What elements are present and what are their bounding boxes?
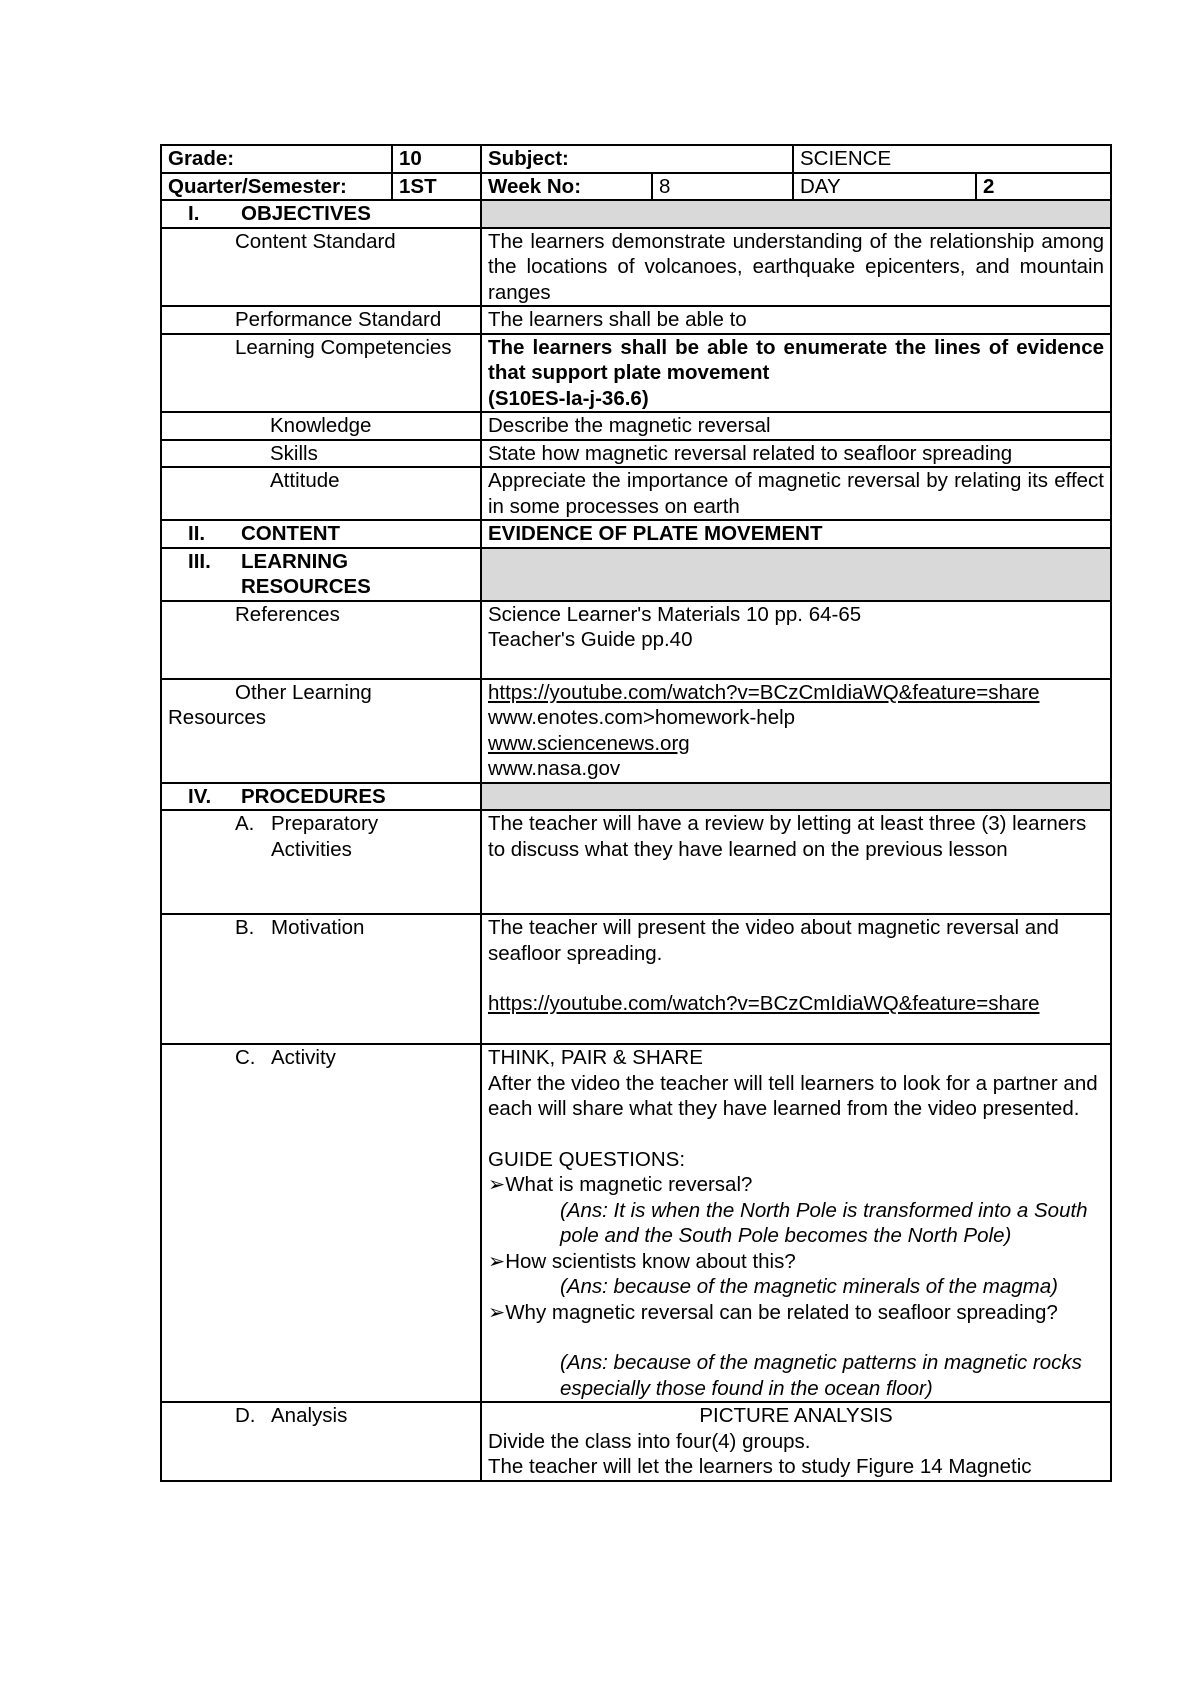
skills-text: State how magnetic reversal related to seafloor spreading xyxy=(481,440,1111,468)
activity-label xyxy=(161,1044,481,1402)
activity-cell xyxy=(481,1044,1111,1402)
analysis-line-1: Divide the class into four(4) groups. xyxy=(488,1429,811,1453)
resources-heading xyxy=(161,548,481,601)
bullet-arrow-icon: ➢ xyxy=(488,1249,506,1273)
content-title: CONTENT xyxy=(241,522,341,545)
motivation-label-text: Motivation xyxy=(271,916,365,939)
enotes-link[interactable]: www.enotes.com>homework-help xyxy=(488,706,796,729)
other-resources-row xyxy=(161,679,1111,783)
procedures-title: PROCEDURES xyxy=(241,784,386,808)
analysis-title: PICTURE ANALYSIS xyxy=(699,1404,893,1427)
content-numeral: II. xyxy=(188,522,206,545)
preparatory-text: The teacher will have a review by letting at least three (3) learners to discuss what they have learned on the previous lesson xyxy=(481,810,1111,914)
attitude-label: Attitude xyxy=(161,467,481,520)
resources-title-line1: LEARNING xyxy=(241,549,349,573)
quarter-value: 1ST xyxy=(392,173,481,201)
other-resources-links xyxy=(481,679,1111,783)
answer-2: (Ans: because of the magnetic minerals of the magma) xyxy=(560,1275,1058,1298)
resources-heading-row xyxy=(161,548,1111,601)
activity-text: After the video the teacher will tell learners to look for a partner and each will share what they have learned from the video presented. xyxy=(488,1071,1098,1120)
content-standard-text: The learners demonstrate understanding of the relationship among the locations of volcanoes, earthquake epicenters, and mountain ranges xyxy=(481,228,1111,307)
quarter-label: Quarter/Semester: xyxy=(161,173,392,201)
reference-item: Science Learner's Materials 10 pp. 64-65 xyxy=(488,602,862,626)
content-standard-label: Content Standard xyxy=(161,228,481,307)
competencies-row xyxy=(161,334,1111,413)
subject-value: SCIENCE xyxy=(793,145,1111,173)
content-heading xyxy=(161,520,481,548)
day-label: DAY xyxy=(793,173,976,201)
references-row xyxy=(161,601,1111,679)
activity-letter: C. xyxy=(235,1046,256,1069)
header-row-1 xyxy=(161,145,1111,173)
analysis-line-2: The teacher will let the learners to study Figure 14 Magnetic xyxy=(488,1455,1032,1478)
objectives-heading-row xyxy=(161,200,1111,228)
question-3: ➢Why magnetic reversal can be related to seafloor spreading? xyxy=(488,1300,1058,1324)
activity-label-text: Activity xyxy=(271,1046,336,1069)
nasa-link[interactable]: www.nasa.gov xyxy=(488,757,621,780)
grade-value: 10 xyxy=(392,145,481,173)
performance-standard-text: The learners shall be able to xyxy=(481,306,1111,334)
procedures-heading-row xyxy=(161,783,1111,811)
week-label: Week No: xyxy=(481,173,652,201)
motivation-cell xyxy=(481,914,1111,1044)
preparatory-letter: A. xyxy=(235,812,255,835)
performance-standard-row xyxy=(161,306,1111,334)
grade-label: Grade: xyxy=(161,145,392,173)
preparatory-label-line1: Preparatory xyxy=(271,812,379,835)
objectives-numeral: I. xyxy=(188,202,200,225)
other-resources-label-line1: Other Learning xyxy=(235,680,372,704)
attitude-row xyxy=(161,467,1111,520)
lesson-plan-sheet xyxy=(160,144,1110,1482)
analysis-label-text: Analysis xyxy=(271,1404,348,1427)
question-2: ➢How scientists know about this? xyxy=(488,1249,796,1273)
analysis-label xyxy=(161,1402,481,1481)
activity-title: THINK, PAIR & SHARE xyxy=(488,1046,703,1069)
answer-1: (Ans: It is when the North Pole is transformed into a South pole and the South Pole becomes the North Pole) xyxy=(560,1198,1088,1247)
procedures-gray-cell xyxy=(481,783,1111,811)
question-1: ➢What is magnetic reversal? xyxy=(488,1173,753,1196)
bullet-arrow-icon: ➢ xyxy=(488,1173,506,1196)
header-row-2 xyxy=(161,173,1111,201)
week-value: 8 xyxy=(652,173,793,201)
competencies-cell xyxy=(481,334,1111,413)
objectives-title: OBJECTIVES xyxy=(241,202,371,225)
attitude-text: Appreciate the importance of magnetic reversal by relating its effect in some processes on earth xyxy=(481,467,1111,520)
competencies-code: (S10ES-Ia-j-36.6) xyxy=(488,386,649,410)
content-row xyxy=(161,520,1111,548)
subject-label: Subject: xyxy=(481,145,793,173)
knowledge-label: Knowledge xyxy=(161,412,481,440)
motivation-row xyxy=(161,914,1111,1044)
guide-questions-heading: GUIDE QUESTIONS: xyxy=(488,1147,686,1171)
references-cell xyxy=(481,601,1111,679)
procedures-numeral: IV. xyxy=(188,784,212,808)
preparatory-label-line2: Activities xyxy=(271,837,352,861)
answer-3: (Ans: because of the magnetic patterns in magnetic rocks especially those found in the ocean floor) xyxy=(560,1351,1082,1400)
preparatory-label xyxy=(161,810,481,914)
content-standard-row xyxy=(161,228,1111,307)
preparatory-row xyxy=(161,810,1111,914)
day-value: 2 xyxy=(976,173,1111,201)
lesson-plan-table xyxy=(160,144,1112,1482)
sciencenews-link[interactable]: www.sciencenews.org xyxy=(488,731,690,755)
objectives-gray-cell xyxy=(481,200,1111,228)
motivation-text: The teacher will present the video about magnetic reversal and seafloor spreading. xyxy=(488,916,1059,965)
motivation-letter: B. xyxy=(235,916,255,939)
skills-label: Skills xyxy=(161,440,481,468)
knowledge-row xyxy=(161,412,1111,440)
resources-title-line2: RESOURCES xyxy=(241,575,371,598)
analysis-letter: D. xyxy=(235,1404,256,1427)
analysis-cell xyxy=(481,1402,1111,1481)
youtube-link[interactable]: https://youtube.com/watch?v=BCzCmIdiaWQ&feature=share xyxy=(488,680,1040,704)
references-label: References xyxy=(161,601,481,679)
competencies-text: The learners shall be able to enumerate the lines of evidence that support plate movement xyxy=(488,335,1105,384)
resources-gray-cell xyxy=(481,548,1111,601)
procedures-heading xyxy=(161,783,481,811)
bullet-arrow-icon: ➢ xyxy=(488,1300,506,1324)
other-resources-label-line2: Resources xyxy=(168,706,266,729)
performance-standard-label: Performance Standard xyxy=(161,306,481,334)
knowledge-text: Describe the magnetic reversal xyxy=(481,412,1111,440)
resources-numeral: III. xyxy=(188,549,211,573)
reference-item: Teacher's Guide pp.40 xyxy=(488,628,693,651)
other-resources-label xyxy=(161,679,481,783)
skills-row xyxy=(161,440,1111,468)
motivation-link[interactable]: https://youtube.com/watch?v=BCzCmIdiaWQ&feature=share xyxy=(488,992,1040,1015)
activity-row xyxy=(161,1044,1111,1402)
motivation-label xyxy=(161,914,481,1044)
competencies-label: Learning Competencies xyxy=(161,334,481,413)
objectives-heading xyxy=(161,200,481,228)
analysis-row xyxy=(161,1402,1111,1481)
content-text: EVIDENCE OF PLATE MOVEMENT xyxy=(481,520,1111,548)
